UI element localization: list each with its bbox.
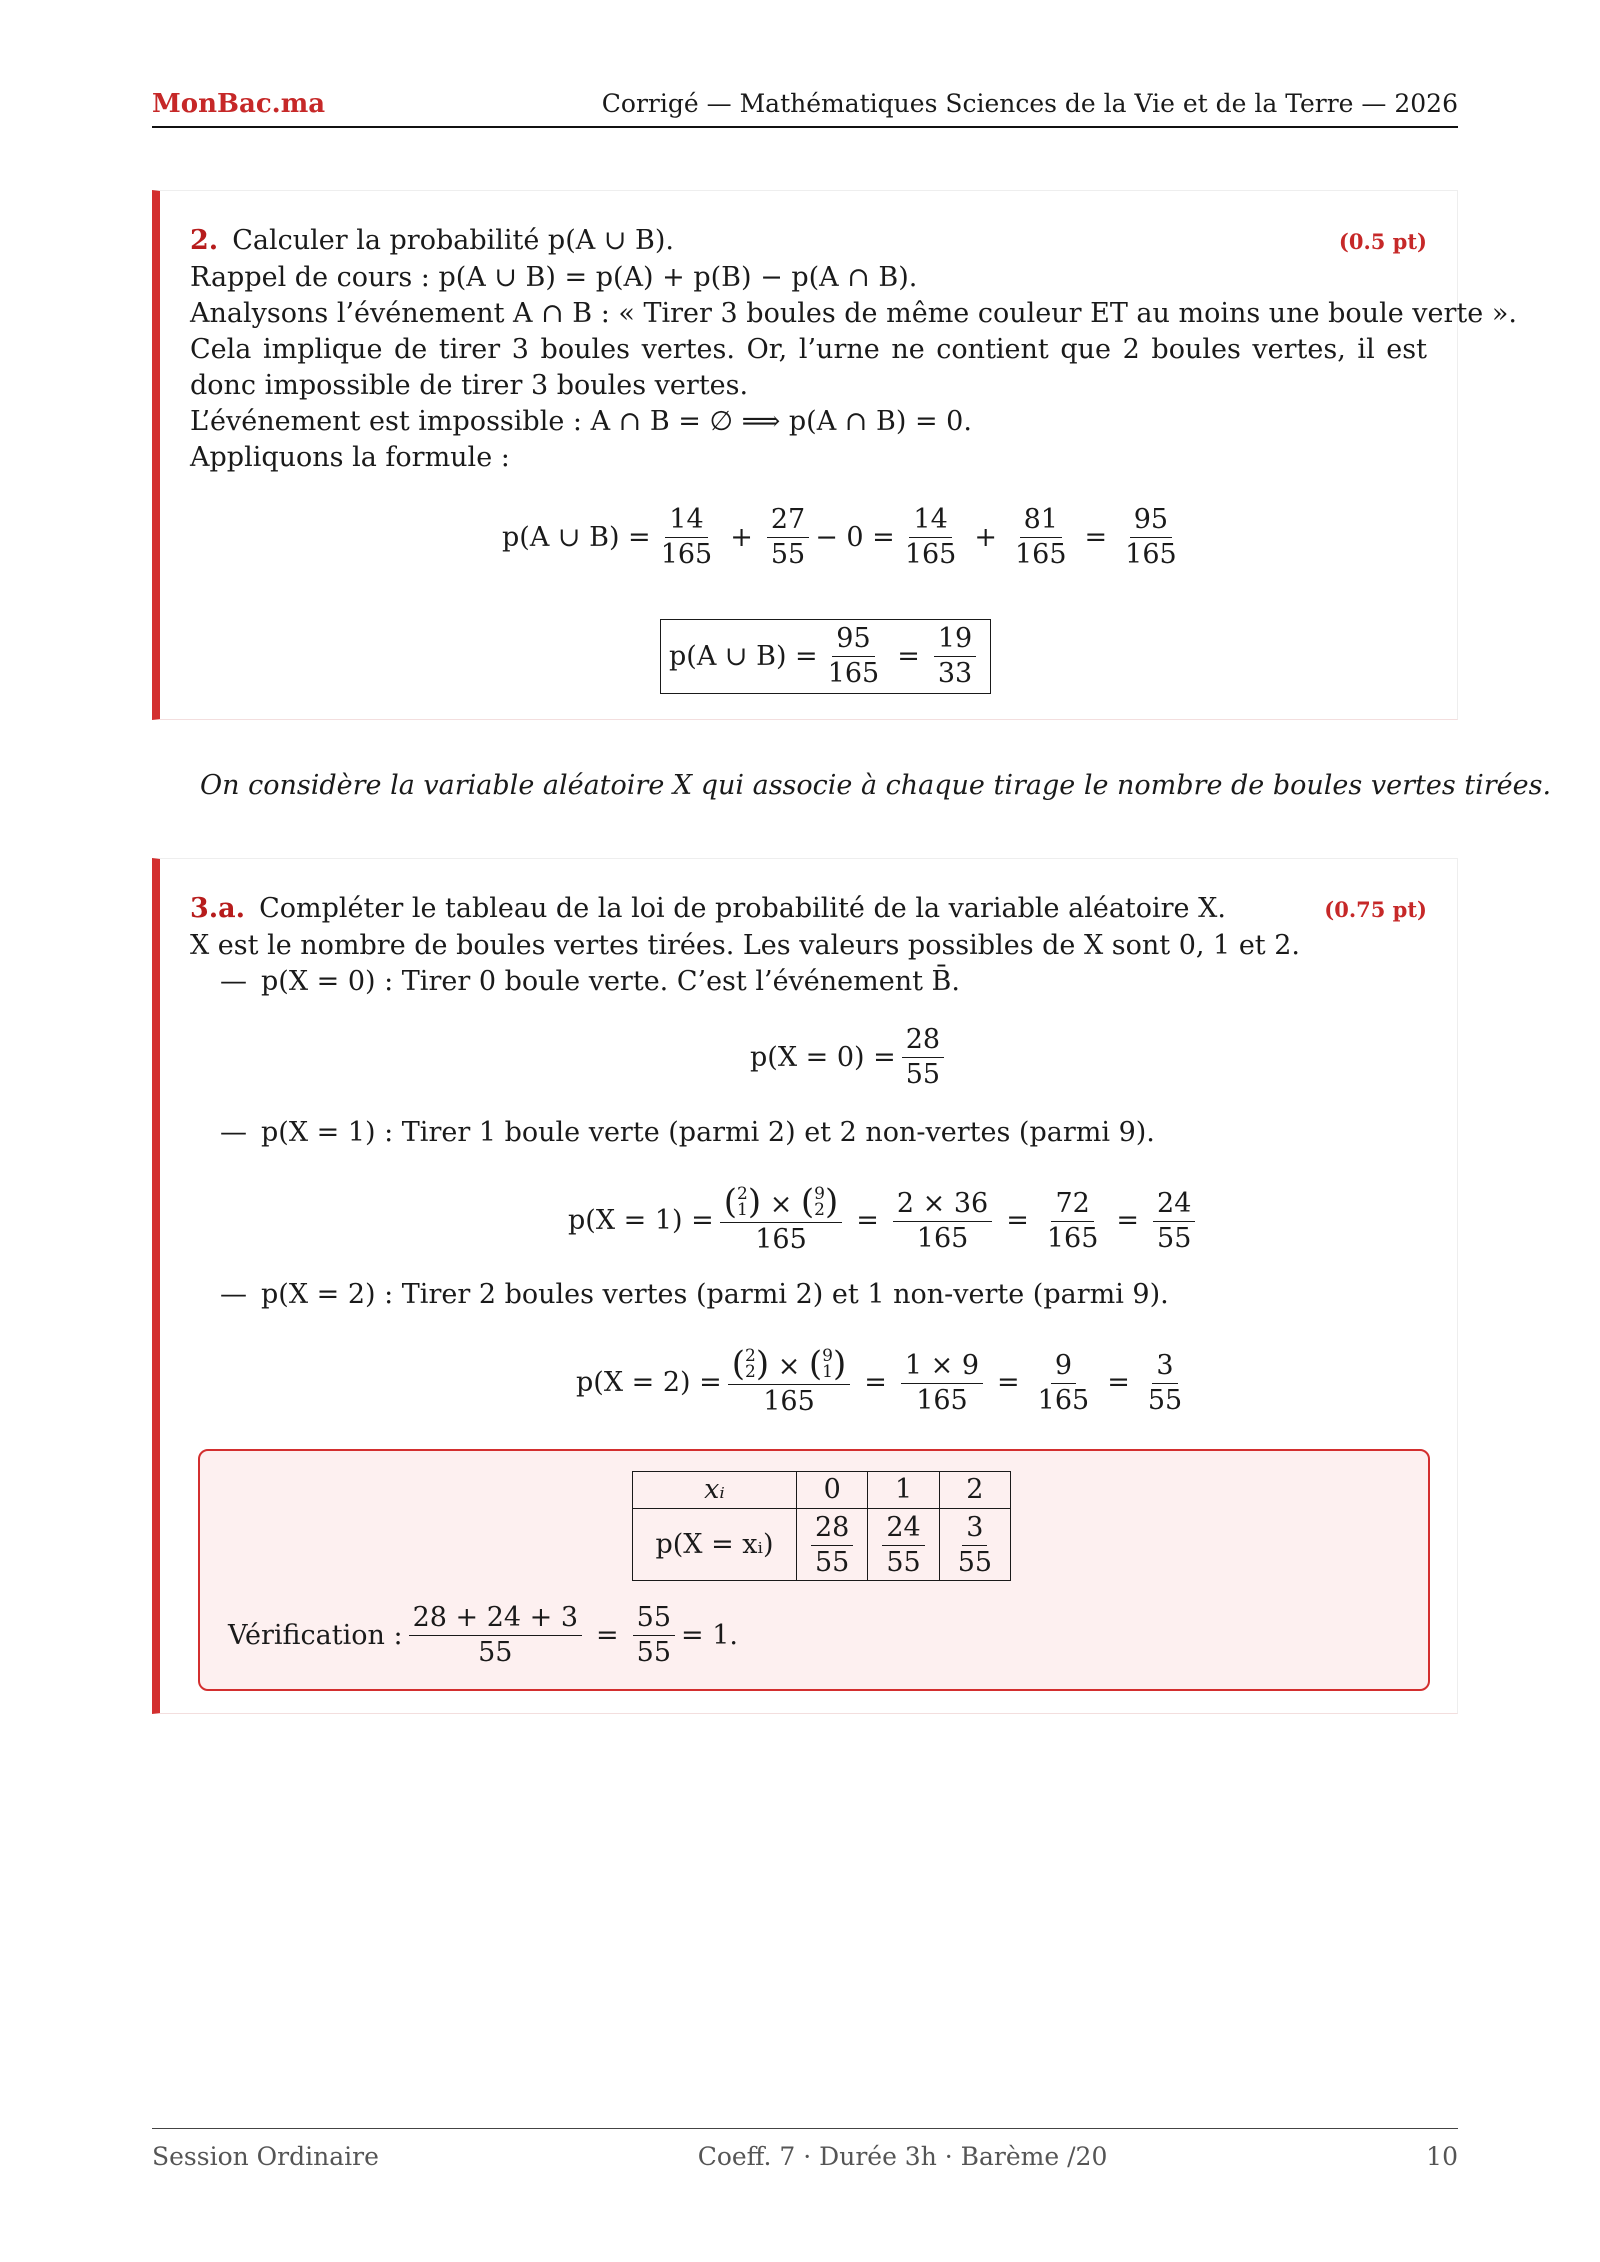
question-title: Calculer la probabilité p(A ∪ B). [232, 225, 674, 256]
verification-end: = 1. [681, 1619, 738, 1651]
binomial: ( 9 2 ) [800, 1182, 839, 1222]
table-row [633, 1509, 1011, 1581]
list-item: — p(X = 0) : Tirer 0 boule verte. C’est l’événement B̄. [220, 966, 960, 997]
fraction: $\frac{95}{165}$ [1125, 504, 1177, 570]
fraction: $\frac{55}{55}$ [633, 1601, 675, 1670]
brand-logo: MonBac.ma [152, 89, 326, 119]
verification: Vérification : $\frac{28 + 24 + 3}{55}$ = $\frac{55}{55}$ = 1. [228, 1602, 738, 1668]
points-badge: (0.5 pt) [1338, 229, 1427, 254]
table-cell: $\frac{3}{55}$ [939, 1509, 1010, 1581]
fraction: ( 2 1 ) × ( 9 2 ) 165 [720, 1185, 843, 1257]
footer-center: Coeff. 7 · Durée 3h · Barème /20 [697, 2142, 1108, 2171]
analyse-text: Analysons l’événement A ∩ B : « Tirer 3 boules de même couleur ET au moins une boule verte ». [190, 298, 1517, 329]
header-title: Corrigé — Mathématiques Sciences de la Vie et de la Terre — 2026 [601, 89, 1458, 118]
table-cell: 1 [868, 1472, 939, 1509]
fraction: $\frac{3}{55}$ [1147, 1349, 1183, 1416]
fraction: $\frac{14}{165}$ [904, 504, 957, 570]
question-number: 3.a. [190, 893, 246, 924]
result-lhs: p(A ∪ B) = [669, 640, 818, 672]
fraction: $\frac{95}{165}$ [827, 623, 880, 689]
question-3a-box [152, 858, 1458, 1714]
intro-variable-text: On considère la variable aléatoire X qui associe à chaque tirage le nombre de boules vertes tirées. [200, 770, 1552, 801]
impossible-text: L’événement est impossible : A ∩ B = ∅ ⟹ p(A ∩ B) = 0. [190, 406, 972, 437]
verification-label: Vérification : [228, 1619, 403, 1651]
table-header-x: xᵢ [633, 1472, 797, 1509]
equation-lhs: p(A ∪ B) = [502, 521, 651, 553]
union-equation: p(A ∪ B) = $\frac{14}{165}$ + $\frac{27}{55}$ − 0 = $\frac{14}{165}$ + $\frac{81}{165}$ = $\frac{95}{165}$ [502, 503, 1187, 572]
page-number: 10 [1426, 2142, 1458, 2171]
page-header [152, 88, 1458, 128]
boxed-result: p(A ∪ B) = $\frac{95}{165}$ = $\frac{19}{33}$ [660, 619, 991, 694]
binomial: ( 2 1 ) [723, 1182, 762, 1222]
page-footer [152, 2128, 1458, 2175]
table-cell: $\frac{24}{55}$ [868, 1509, 939, 1581]
table-header-p: p(X = xᵢ) [633, 1509, 797, 1581]
fraction: $\frac{72}{165}$ [1046, 1187, 1099, 1254]
fraction: $\frac{9}{165}$ [1037, 1349, 1090, 1416]
question-title: Compléter le tableau de la loi de probabilité de la variable aléatoire X. [259, 893, 1226, 924]
points-badge: (0.75 pt) [1324, 897, 1427, 922]
fraction: $\frac{14}{165}$ [660, 504, 713, 570]
list-item: — p(X = 2) : Tirer 2 boules vertes (parmi 2) et 1 non-verte (parmi 9). [220, 1279, 1169, 1310]
table-cell: 2 [939, 1472, 1010, 1509]
fraction: ( 2 2 ) × ( 9 1 ) 165 [728, 1347, 851, 1419]
question-number: 2. [190, 225, 219, 256]
eq-x0: p(X = 0) = $\frac{28}{55}$ [750, 1023, 950, 1092]
appliquons-text: Appliquons la formule : [190, 442, 510, 473]
fraction: $\frac{28 + 24 + 3}{55}$ [409, 1601, 582, 1670]
list-item: — p(X = 1) : Tirer 1 boule verte (parmi 2) et 2 non-vertes (parmi 9). [220, 1117, 1155, 1148]
table-cell: $\frac{28}{55}$ [797, 1509, 868, 1581]
fraction: $\frac{28}{55}$ [902, 1023, 944, 1092]
fraction: $\frac{81}{165}$ [1014, 504, 1067, 570]
fraction: $\frac{24}{55}$ [1153, 1187, 1195, 1256]
rappel-text: Rappel de cours : p(A ∪ B) = p(A) + p(B) − p(A ∩ B). [190, 262, 918, 293]
footer-session: Session Ordinaire [152, 2142, 379, 2171]
fraction: $\frac{27}{55}$ [767, 503, 809, 572]
fraction: $\frac{1 \times 9}{165}$ [901, 1349, 983, 1418]
question-2-box [152, 190, 1517, 720]
table-cell: 0 [797, 1472, 868, 1509]
probability-table [632, 1471, 1011, 1581]
fraction: $\frac{19}{33}$ [934, 622, 976, 691]
minus-zero: − 0 = [815, 521, 895, 553]
implique-text: Cela implique de tirer 3 boules vertes. Or, l’urne ne contient que 2 boules vertes, il est donc impossible de tirer 3 boules vertes. [190, 334, 1427, 401]
binomial: ( 9 1 ) [808, 1344, 847, 1384]
eq-x2: p(X = 2) = ( 2 2 ) × ( 9 1 ) 165 = $\frac{1 \times 9}{165}$ = $\frac{9}{165}$ = $\frac{3}{55}$ [576, 1347, 1192, 1419]
eq-x1: p(X = 1) = ( 2 1 ) × ( 9 2 ) 165 = $\frac{2 \times 36}{165}$ = $\frac{72}{165}$ = $\frac{24}{55}$ [568, 1185, 1201, 1257]
fraction: $\frac{2 \times 36}{165}$ [893, 1187, 992, 1256]
desc-text: X est le nombre de boules vertes tirées. Les valeurs possibles de X sont 0, 1 et 2. [190, 930, 1300, 961]
result-box [198, 1449, 1430, 1691]
binomial: ( 2 2 ) [731, 1344, 770, 1384]
table-row [633, 1472, 1011, 1509]
